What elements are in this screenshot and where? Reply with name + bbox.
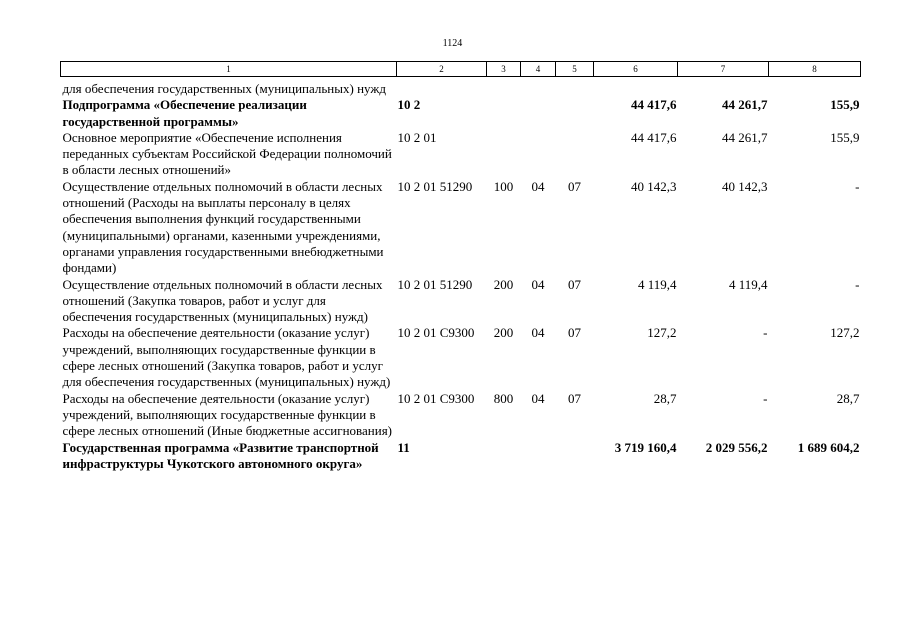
budget-table [60, 61, 861, 472]
section-cell: 04 [531, 390, 545, 406]
target-article-code-cell: 11 [397, 439, 410, 455]
page-number: 1124 [442, 38, 463, 49]
subsection-cell: 07 [568, 276, 581, 292]
expense-type-cell: 100 [493, 178, 514, 194]
amount-col8-cell: 155,9 [830, 129, 860, 145]
amount-col6-cell: 4 119,4 [637, 276, 677, 292]
amount-col6-cell: 40 142,3 [631, 178, 677, 194]
amount-col7-cell: - [763, 390, 768, 406]
row-name-cell: Осуществление отдельных полномочий в области лесных отношений (Расходы на выплаты персоналу в целях обеспечения выполнения функций государственными (муниципальными) органами, казенными учреждениями, органами управления государственными внебюджетными фондами) [62, 178, 384, 276]
column-header-8: 8 [769, 62, 861, 77]
target-article-code-cell [397, 77, 487, 98]
amount-col6-cell: 127,2 [647, 325, 677, 341]
amount-col6-cell: 28,7 [653, 390, 677, 406]
amount-col6-cell [594, 77, 678, 98]
column-header-2: 2 [397, 62, 487, 77]
section-cell [521, 440, 556, 473]
expense-type-cell [487, 77, 521, 98]
subsection-cell: 07 [568, 325, 581, 341]
section-cell [521, 97, 556, 130]
column-number-header-row [61, 62, 861, 77]
subsection-cell: 07 [568, 178, 581, 194]
target-article-code-cell: 10 2 [397, 97, 421, 113]
expense-type-cell: 800 [493, 390, 514, 406]
expense-type-cell: 200 [493, 276, 514, 292]
section-cell [521, 130, 556, 179]
table-row [61, 179, 861, 277]
amount-col7-cell: 44 261,7 [722, 129, 768, 145]
amount-col8-cell [769, 77, 861, 98]
subsection-cell [556, 97, 594, 130]
amount-col8-cell: 127,2 [830, 325, 860, 341]
subsection-cell [556, 130, 594, 179]
amount-col7-cell: - [763, 325, 768, 341]
section-cell: 04 [531, 325, 545, 341]
target-article-code-cell: 10 2 01 С9300 [397, 325, 475, 341]
section-cell [521, 77, 556, 98]
subsection-cell [556, 77, 594, 98]
table-row [61, 130, 861, 179]
column-header-6: 6 [594, 62, 678, 77]
row-name-cell: Государственная программа «Развитие транспортной инфраструктуры Чукотского автономного округа» [62, 439, 379, 471]
expense-type-cell [487, 440, 521, 473]
table-row [61, 325, 861, 390]
expense-type-cell [487, 130, 521, 179]
section-cell: 04 [531, 276, 545, 292]
amount-col8-cell: - [855, 276, 860, 292]
amount-col6-cell: 44 417,6 [631, 97, 677, 113]
table-body [61, 77, 861, 473]
subsection-cell [556, 440, 594, 473]
amount-col6-cell: 3 719 160,4 [614, 439, 677, 455]
column-header-5: 5 [556, 62, 594, 77]
amount-col7-cell: 40 142,3 [722, 178, 768, 194]
amount-col6-cell: 44 417,6 [631, 129, 677, 145]
row-name-cell: Осуществление отдельных полномочий в области лесных отношений (Закупка товаров, работ и услуг для обеспечения государственных (муниципальных) нужд) [62, 276, 383, 325]
section-cell: 04 [531, 178, 545, 194]
table-row [61, 97, 861, 130]
amount-col7-cell: 2 029 556,2 [705, 439, 768, 455]
table-row [61, 440, 861, 473]
column-header-4: 4 [521, 62, 556, 77]
column-header-1: 1 [61, 62, 397, 77]
row-name-cell: для обеспечения государственных (муниципальных) нужд [62, 81, 386, 96]
row-name-cell: Расходы на обеспечение деятельности (оказание услуг) учреждений, выполняющих государственные функции в сфере лесных отношений (Закупка товаров, работ и услуг для обеспечения государственных (муниципальных) нужд) [62, 325, 391, 390]
amount-col7-cell [678, 77, 769, 98]
column-header-3: 3 [487, 62, 521, 77]
amount-col7-cell: 44 261,7 [722, 97, 768, 113]
row-name-cell: Основное мероприятие «Обеспечение исполнения переданных субъектам Российской Федерации полномочий в области лесных отношений» [62, 129, 392, 178]
column-header-7: 7 [678, 62, 769, 77]
amount-col8-cell: 28,7 [836, 390, 860, 406]
expense-type-cell: 200 [493, 325, 514, 341]
amount-col8-cell: - [855, 178, 860, 194]
table-row [61, 277, 861, 326]
amount-col8-cell: 1 689 604,2 [797, 439, 860, 455]
table-row [61, 391, 861, 440]
target-article-code-cell: 10 2 01 51290 [397, 178, 473, 194]
target-article-code-cell: 10 2 01 С9300 [397, 390, 475, 406]
amount-col7-cell: 4 119,4 [728, 276, 768, 292]
expense-type-cell [487, 97, 521, 130]
target-article-code-cell: 10 2 01 51290 [397, 276, 473, 292]
row-name-cell: Расходы на обеспечение деятельности (оказание услуг) учреждений, выполняющих государственные функции в сфере лесных отношений (Иные бюджетные ассигнования) [62, 390, 393, 439]
target-article-code-cell: 10 2 01 [397, 129, 437, 145]
subsection-cell: 07 [568, 390, 581, 406]
table-row [61, 77, 861, 98]
row-name-cell: Подпрограмма «Обеспечение реализации государственной программы» [62, 97, 307, 129]
amount-col8-cell: 155,9 [830, 97, 860, 113]
